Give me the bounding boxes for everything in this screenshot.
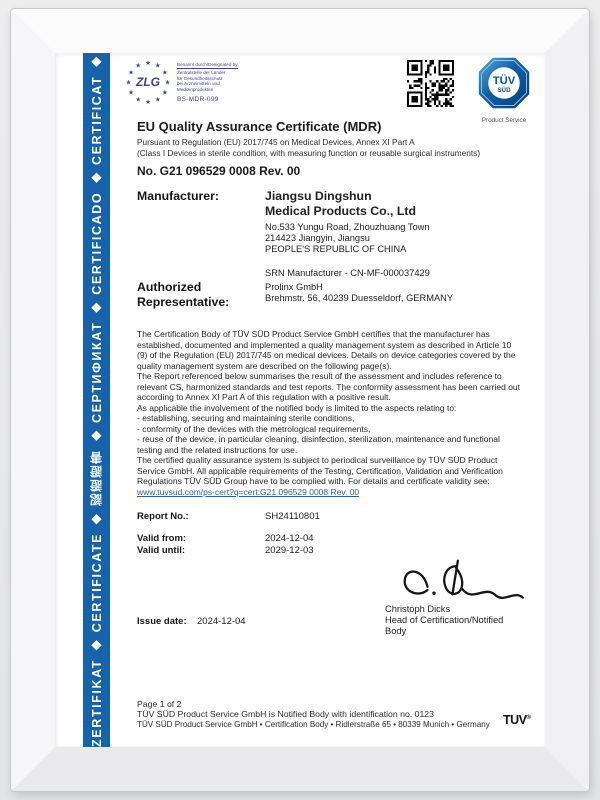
tuv-text: TÜV — [492, 74, 516, 87]
signatory-block — [385, 604, 503, 637]
valid-until-value: 2029-12-03 — [265, 545, 314, 556]
zlg-text-block — [177, 59, 238, 103]
signature-icon — [395, 556, 525, 611]
certificate-subtitle-1: Pursuant to Regulation (EU) 2017/745 on Medical Devices, Annex XI Part A — [137, 136, 415, 147]
registered-symbol: ® — [526, 714, 531, 721]
tuv-sud-octagon-icon — [477, 56, 531, 110]
manufacturer-name-1: Jiangsu Dingshun — [265, 189, 372, 203]
title-block — [137, 119, 480, 178]
zlg-line: bei Arzneimitteln und — [177, 81, 220, 87]
notified-body-line: TÜV SÜD Product Service GmbH is Notified Body with identification no. 0123 — [137, 709, 434, 720]
manufacturer-address-2: 214423 Jiangyin, Jiangsu — [265, 233, 370, 243]
svg-text:★: ★ — [125, 79, 132, 87]
footer-block — [137, 699, 490, 730]
certificate-language-band — [83, 53, 110, 747]
body-bullet-2: - conformity of the devices with the metrological requirements, — [137, 423, 371, 434]
body-paragraph-2: The Report referenced below summarises the result of the assessment and includes reference to relevant CS, harmonized standards and test reports. The conformity assessment has been carried out according to Annex XI Part A of this regulation with a positive result. — [137, 371, 521, 402]
zlg-code: BS-MDR-099 — [177, 96, 219, 104]
tuv-caption: Product Service — [481, 117, 527, 124]
svg-text:★: ★ — [154, 96, 161, 104]
certificate-number: No. G21 096529 0008 Rev. 00 — [137, 163, 301, 178]
authorized-rep-label — [137, 280, 229, 309]
manufacturer-address-3: PEOPLE'S REPUBLIC OF CHINA — [265, 244, 407, 254]
tuv-wordmark — [503, 713, 530, 727]
zlg-line: Zentralstelle der Länder — [177, 70, 226, 76]
certificate-validity-link[interactable]: www.tuvsud.com/ps-cert?q=cert:G21 096529 0008 Rev. 00 — [137, 486, 360, 497]
svg-text:★: ★ — [154, 62, 161, 70]
certificate-body-text — [137, 329, 521, 497]
signatory-name: Christoph Dicks — [385, 604, 451, 614]
manufacturer-address-1: No.533 Yungu Road, Zhouzhuang Town — [265, 222, 430, 232]
svg-text:★: ★ — [161, 69, 168, 77]
valid-until-label: Valid until: — [137, 545, 186, 556]
valid-from-value: 2024-12-04 — [265, 533, 314, 544]
issue-date-value: 2024-12-04 — [197, 616, 246, 627]
body-bullet-3: - reuse of the device, in particular cleaning, disinfection, sterilization, maintenance and functional testing and the related instructions for use. — [137, 434, 500, 455]
manufacturer-label: Manufacturer: — [137, 189, 219, 203]
certificate-page — [55, 53, 545, 747]
body-paragraph-3: As applicable the involvement of the notified body is limited to the aspects relating to: — [137, 402, 457, 413]
signatory-role-1: Head of Certification/Notified — [385, 615, 504, 625]
company-address-line: TÜV SÜD Product Service GmbH • Certification Body • Ridlerstraße 65 • 80339 Munich • Germany — [137, 719, 490, 729]
certificate-band-text: ZERTIFIKAT ◆ CERTIFICATE ◆ 認證證書 ◆ СЕРТИФИКАТ ◆ CERTIFICADO ◆ CERTIFICAT ◆ — [89, 53, 104, 747]
zlg-stars-icon — [125, 59, 171, 105]
picture-frame — [11, 9, 589, 791]
zlg-designated-by: Benannt durch/Designated by — [177, 62, 238, 69]
zlg-line: Medizinprodukten — [177, 86, 214, 92]
authorized-rep-block — [265, 282, 453, 304]
svg-text:★: ★ — [128, 89, 135, 97]
manufacturer-srn: SRN Manufacturer - CN-MF-000037429 — [265, 268, 430, 278]
authorized-rep-name: Prolinx GmbH — [265, 282, 323, 292]
svg-text:★: ★ — [128, 69, 135, 77]
valid-from-label: Valid from: — [137, 533, 187, 544]
tuv-sud-logo — [475, 56, 533, 124]
authorized-rep-label-1: Authorized — [137, 280, 202, 294]
svg-text:★: ★ — [135, 62, 142, 70]
body-bullet-1: - establishing, securing and maintaining sterile conditions, — [137, 413, 355, 423]
certificate-title: EU Quality Assurance Certificate (MDR) — [137, 119, 382, 134]
zlg-designation-logo — [125, 59, 238, 105]
svg-text:★: ★ — [161, 89, 168, 97]
svg-text:★: ★ — [164, 79, 171, 87]
report-no-value: SH24110801 — [265, 511, 320, 522]
signatory-role-2: Body — [385, 626, 407, 636]
qr-code-icon — [407, 60, 454, 107]
svg-text:★: ★ — [135, 96, 142, 104]
body-paragraph-1: The Certification Body of TÜV SÜD Product Service GmbH certifies that the manufacturer has established, documented and implemented a quality management system as described in Article 10 (9) of the Regulation (EU) 2017/745 on medical devices. Details on device categories covered by the quality management system are described on the following page(s). — [137, 329, 516, 371]
body-paragraph-4: The certified quality assurance system is subject to periodical surveillance by TÜV SÜD Product Service GmbH. All applicable requirements of the Testing, Certification, Validation and Verification Regulations TÜV SÜD Group have to be complied with. For details and certificate validity see: — [137, 455, 503, 486]
svg-text:★: ★ — [145, 60, 151, 67]
report-no-label: Report No.: — [137, 511, 189, 522]
sud-text: SÜD — [497, 87, 511, 94]
certificate-subtitle-2: (Class I Devices in sterile condition, with measuring function or reusable surgical instruments) — [137, 147, 481, 158]
svg-text:★: ★ — [145, 99, 151, 105]
authorized-rep-address: Brehmstr. 56, 40239 Duesseldorf, GERMANY — [265, 293, 454, 303]
zlg-line: für Gesundheitsschutz — [177, 75, 223, 81]
issue-date-label: Issue date: — [137, 616, 187, 627]
authorized-rep-label-2: Representative: — [137, 294, 230, 309]
tuv-wordmark-text: TUV — [503, 713, 527, 727]
page-indicator: Page 1 of 2 — [137, 699, 182, 709]
manufacturer-name-2: Medical Products Co., Ltd — [265, 203, 416, 218]
zlg-acronym: ZLG — [136, 75, 160, 89]
manufacturer-block — [265, 189, 430, 279]
